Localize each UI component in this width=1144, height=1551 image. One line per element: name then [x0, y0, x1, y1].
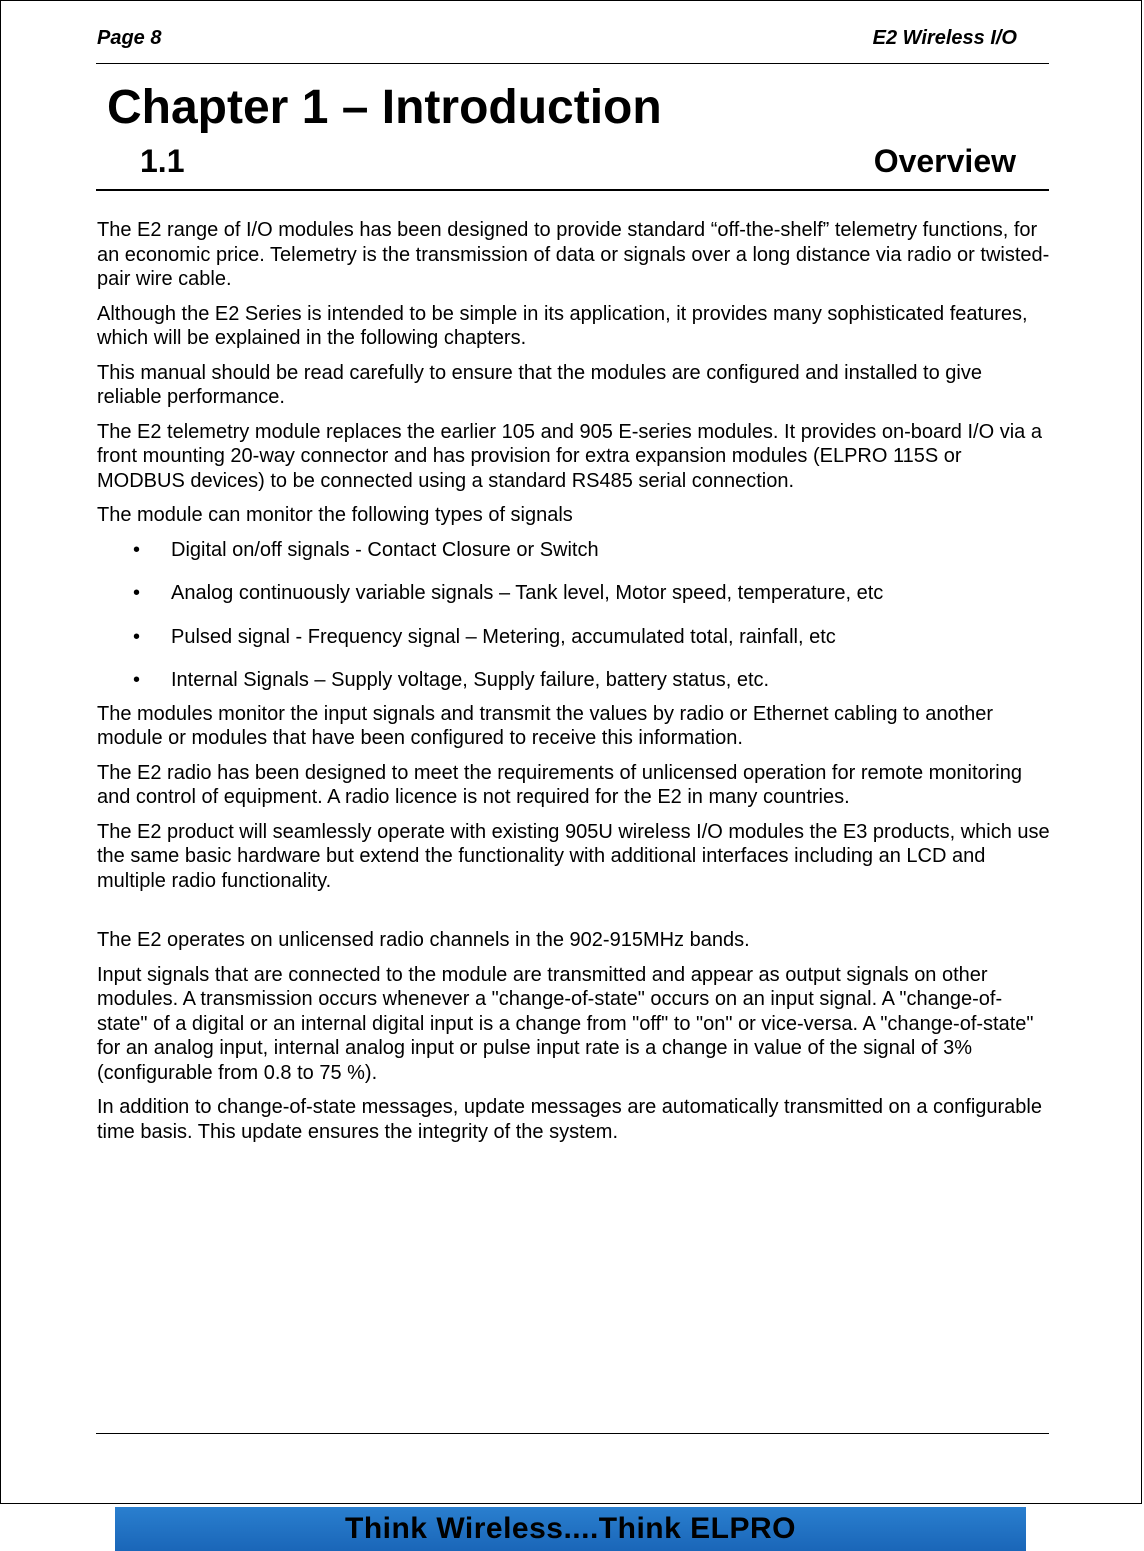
spacer	[97, 903, 1052, 928]
bullet-icon: •	[133, 538, 141, 561]
list-item	[97, 538, 1052, 563]
paragraph: The modules monitor the input signals and transmit the values by radio or Ethernet cabling to another module or modules that have been configured to receive this information.	[97, 702, 994, 749]
list-item-text: Pulsed signal - Frequency signal – Metering, accumulated total, rainfall, etc	[171, 625, 836, 648]
document-title: E2 Wireless I/O	[872, 27, 1017, 49]
paragraph: The E2 product will seamlessly operate with existing 905U wireless I/O modules the E3 products, which use the same basic hardware but extend the functionality with additional interfaces including an LCD and multiple radio functionality.	[97, 820, 1050, 892]
page-header	[97, 27, 1049, 53]
paragraph: The module can monitor the following types of signals	[97, 504, 573, 526]
list-item	[97, 668, 1052, 693]
bullet-icon: •	[133, 625, 141, 648]
list-item-text: Analog continuously variable signals – Tank level, Motor speed, temperature, etc	[171, 582, 884, 604]
paragraph: Although the E2 Series is intended to be simple in its application, it provides many sophisticated features, which will be explained in the following chapters.	[97, 302, 1028, 349]
list-item	[97, 625, 1052, 650]
body-text	[97, 218, 1052, 1154]
chapter-title: Chapter 1 – Introduction	[107, 81, 662, 134]
bullet-icon: •	[133, 669, 141, 691]
list-item	[97, 581, 1052, 606]
signal-types-list	[97, 538, 1052, 693]
paragraph: The E2 telemetry module replaces the earlier 105 and 905 E-series modules. It provides on-board I/O via a front mounting 20-way connector and has provision for extra expansion modules (ELPRO 115S or MODBUS devices) to be connected using a standard RS485 serial connection.	[97, 420, 1042, 492]
page-number: Page 8	[97, 27, 162, 49]
list-item-text: Internal Signals – Supply voltage, Supply failure, battery status, etc.	[171, 669, 770, 691]
footer-banner: Think Wireless....Think ELPRO	[115, 1507, 1026, 1551]
header-rule	[96, 63, 1049, 64]
paragraph: This manual should be read carefully to ensure that the modules are configured and installed to give reliable performance.	[97, 361, 982, 408]
paragraph: The E2 operates on unlicensed radio channels in the 902-915MHz bands.	[97, 929, 750, 951]
footer-rule	[96, 1433, 1049, 1434]
section-number: 1.1	[140, 143, 185, 179]
paragraph: Input signals that are connected to the module are transmitted and appear as output signals on other modules. A transmission occurs whenever a "change-of-state" occurs on an input signal. A "change-of-state" of a digital or an internal digital input is a change from "off" to "on" or vice-versa. A "change-of-state" for an analog input, internal analog input or pulse input rate is a change in value of the signal of 3% (configurable from 0.8 to 75 %).	[97, 963, 1034, 1084]
section-title: Overview	[873, 143, 1016, 179]
bullet-icon: •	[133, 582, 141, 604]
list-item-text: Digital on/off signals - Contact Closure or Switch	[171, 538, 599, 561]
paragraph: The E2 range of I/O modules has been designed to provide standard “off-the-shelf” telemetry functions, for an economic price. Telemetry is the transmission of data or signals over a long distance via radio or twisted-pair wire cable.	[97, 219, 1050, 290]
paragraph: The E2 radio has been designed to meet the requirements of unlicensed operation for remote monitoring and control of equipment. A radio licence is not required for the E2 in many countries.	[97, 761, 1022, 808]
section-rule	[96, 189, 1049, 191]
paragraph: In addition to change-of-state messages, update messages are automatically transmitted on a configurable time basis. This update ensures the integrity of the system.	[97, 1096, 1042, 1143]
